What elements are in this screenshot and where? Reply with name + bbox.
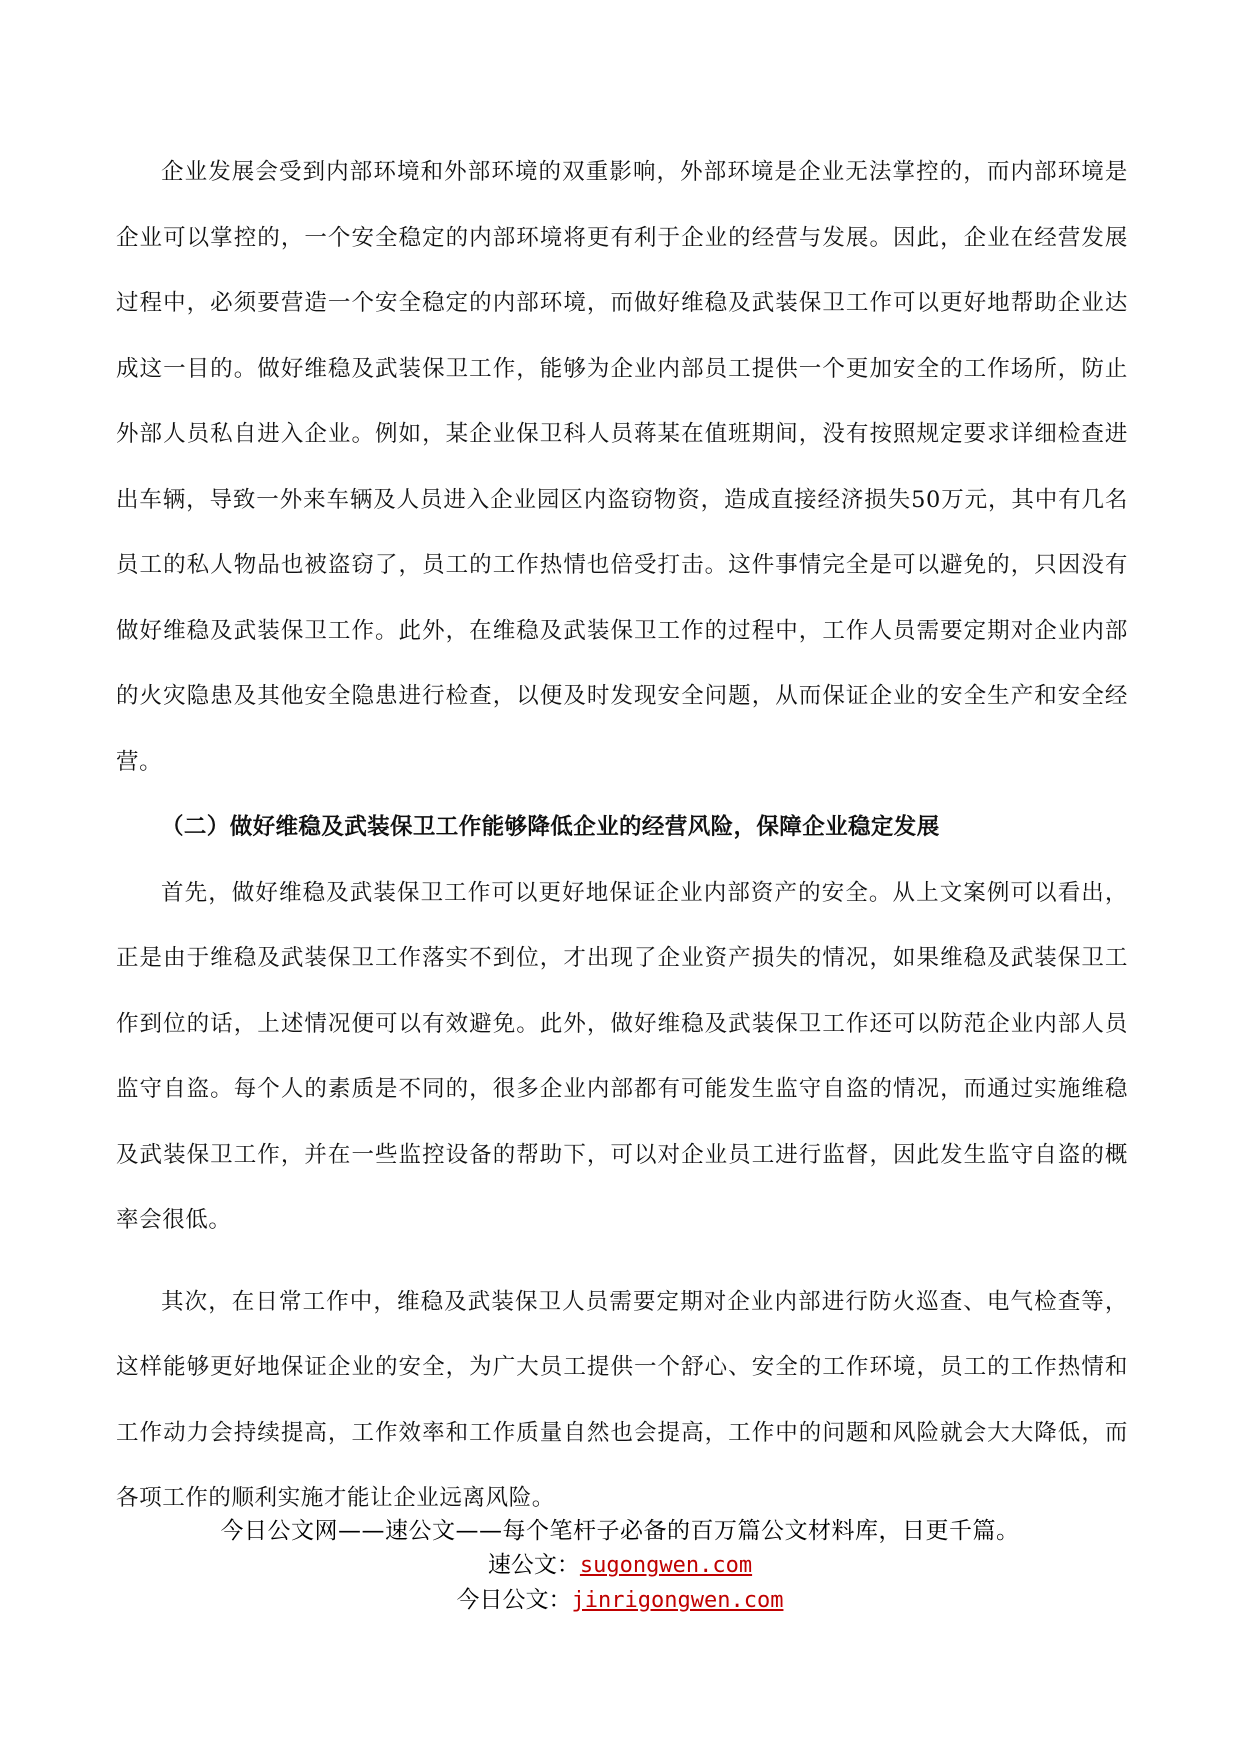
jinri-link[interactable]: jinrigongwen.com [571,1588,784,1613]
paragraph-1: 企业发展会受到内部环境和外部环境的双重影响，外部环境是企业无法掌控的，而内部环境是企业可以掌控的，一个安全稳定的内部环境将更有利于企业的经营与发展。因此，企业在经营发展过程中，必须要营造一个安全稳定的内部环境，而做好维稳及武装保卫工作可以更好地帮助企业达成这一目的。做好维稳及武装保卫工作，能够为企业内部员工提供一个更加安全的工作场所，防止外部人员私自进入企业。例如，某企业保卫科人员蒋某在值班期间，没有按照规定要求详细检查进出车辆，导致一外来车辆及人员进入企业园区内盗窃物资，造成直接经济损失50万元，其中有几名员工的私人物品也被盗窃了，员工的工作热情也倍受打击。这件事情完全是可以避免的，只因没有做好维稳及武装保卫工作。此外，在维稳及武装保卫工作的过程中，工作人员需要定期对企业内部的火灾隐患及其他安全隐患进行检查，以便及时发现安全问题，从而保证企业的安全生产和安全经营。 [116,159,1128,775]
footer-jinri [0,1583,1240,1618]
paragraph-gap [116,1254,1128,1270]
jinri-label: 今日公文： [456,1587,572,1613]
sugongwen-link[interactable]: sugongwen.com [579,1553,753,1578]
section-heading: （二）做好维稳及武装保卫工作能够降低企业的经营风险，保障企业稳定发展 [161,814,940,840]
sugongwen-label: 速公文： [487,1552,580,1578]
paragraph-3: 其次，在日常工作中，维稳及武装保卫人员需要定期对企业内部进行防火巡查、电气检查等，这样能够更好地保证企业的安全，为广大员工提供一个舒心、安全的工作环境，员工的工作热情和工作动力会持续提高，工作效率和工作质量自然也会提高，工作中的问题和风险就会大大降低，而各项工作的顺利实施才能让企业远离风险。 [116,1288,1128,1511]
paragraph-2: 首先，做好维稳及武装保卫工作可以更好地保证企业内部资产的安全。从上文案例可以看出，正是由于维稳及武装保卫工作落实不到位，才出现了企业资产损失的情况，如果维稳及武装保卫工作到位的话，上述情况便可以有效避免。此外，做好维稳及武装保卫工作还可以防范企业内部人员监守自盗。每个人的素质是不同的，很多企业内部都有可能发生监守自盗的情况，而通过实施维稳及武装保卫工作，并在一些监控设备的帮助下，可以对企业员工进行监督，因此发生监守自盗的概率会很低。 [116,879,1128,1233]
document-body [116,140,1128,1532]
footer-slogan: 今日公文网——速公文——每个笔杆子必备的百万篇公文材料库，日更千篇。 [220,1518,1020,1544]
footer-sugongwen [0,1548,1240,1583]
page-footer [0,1514,1240,1618]
